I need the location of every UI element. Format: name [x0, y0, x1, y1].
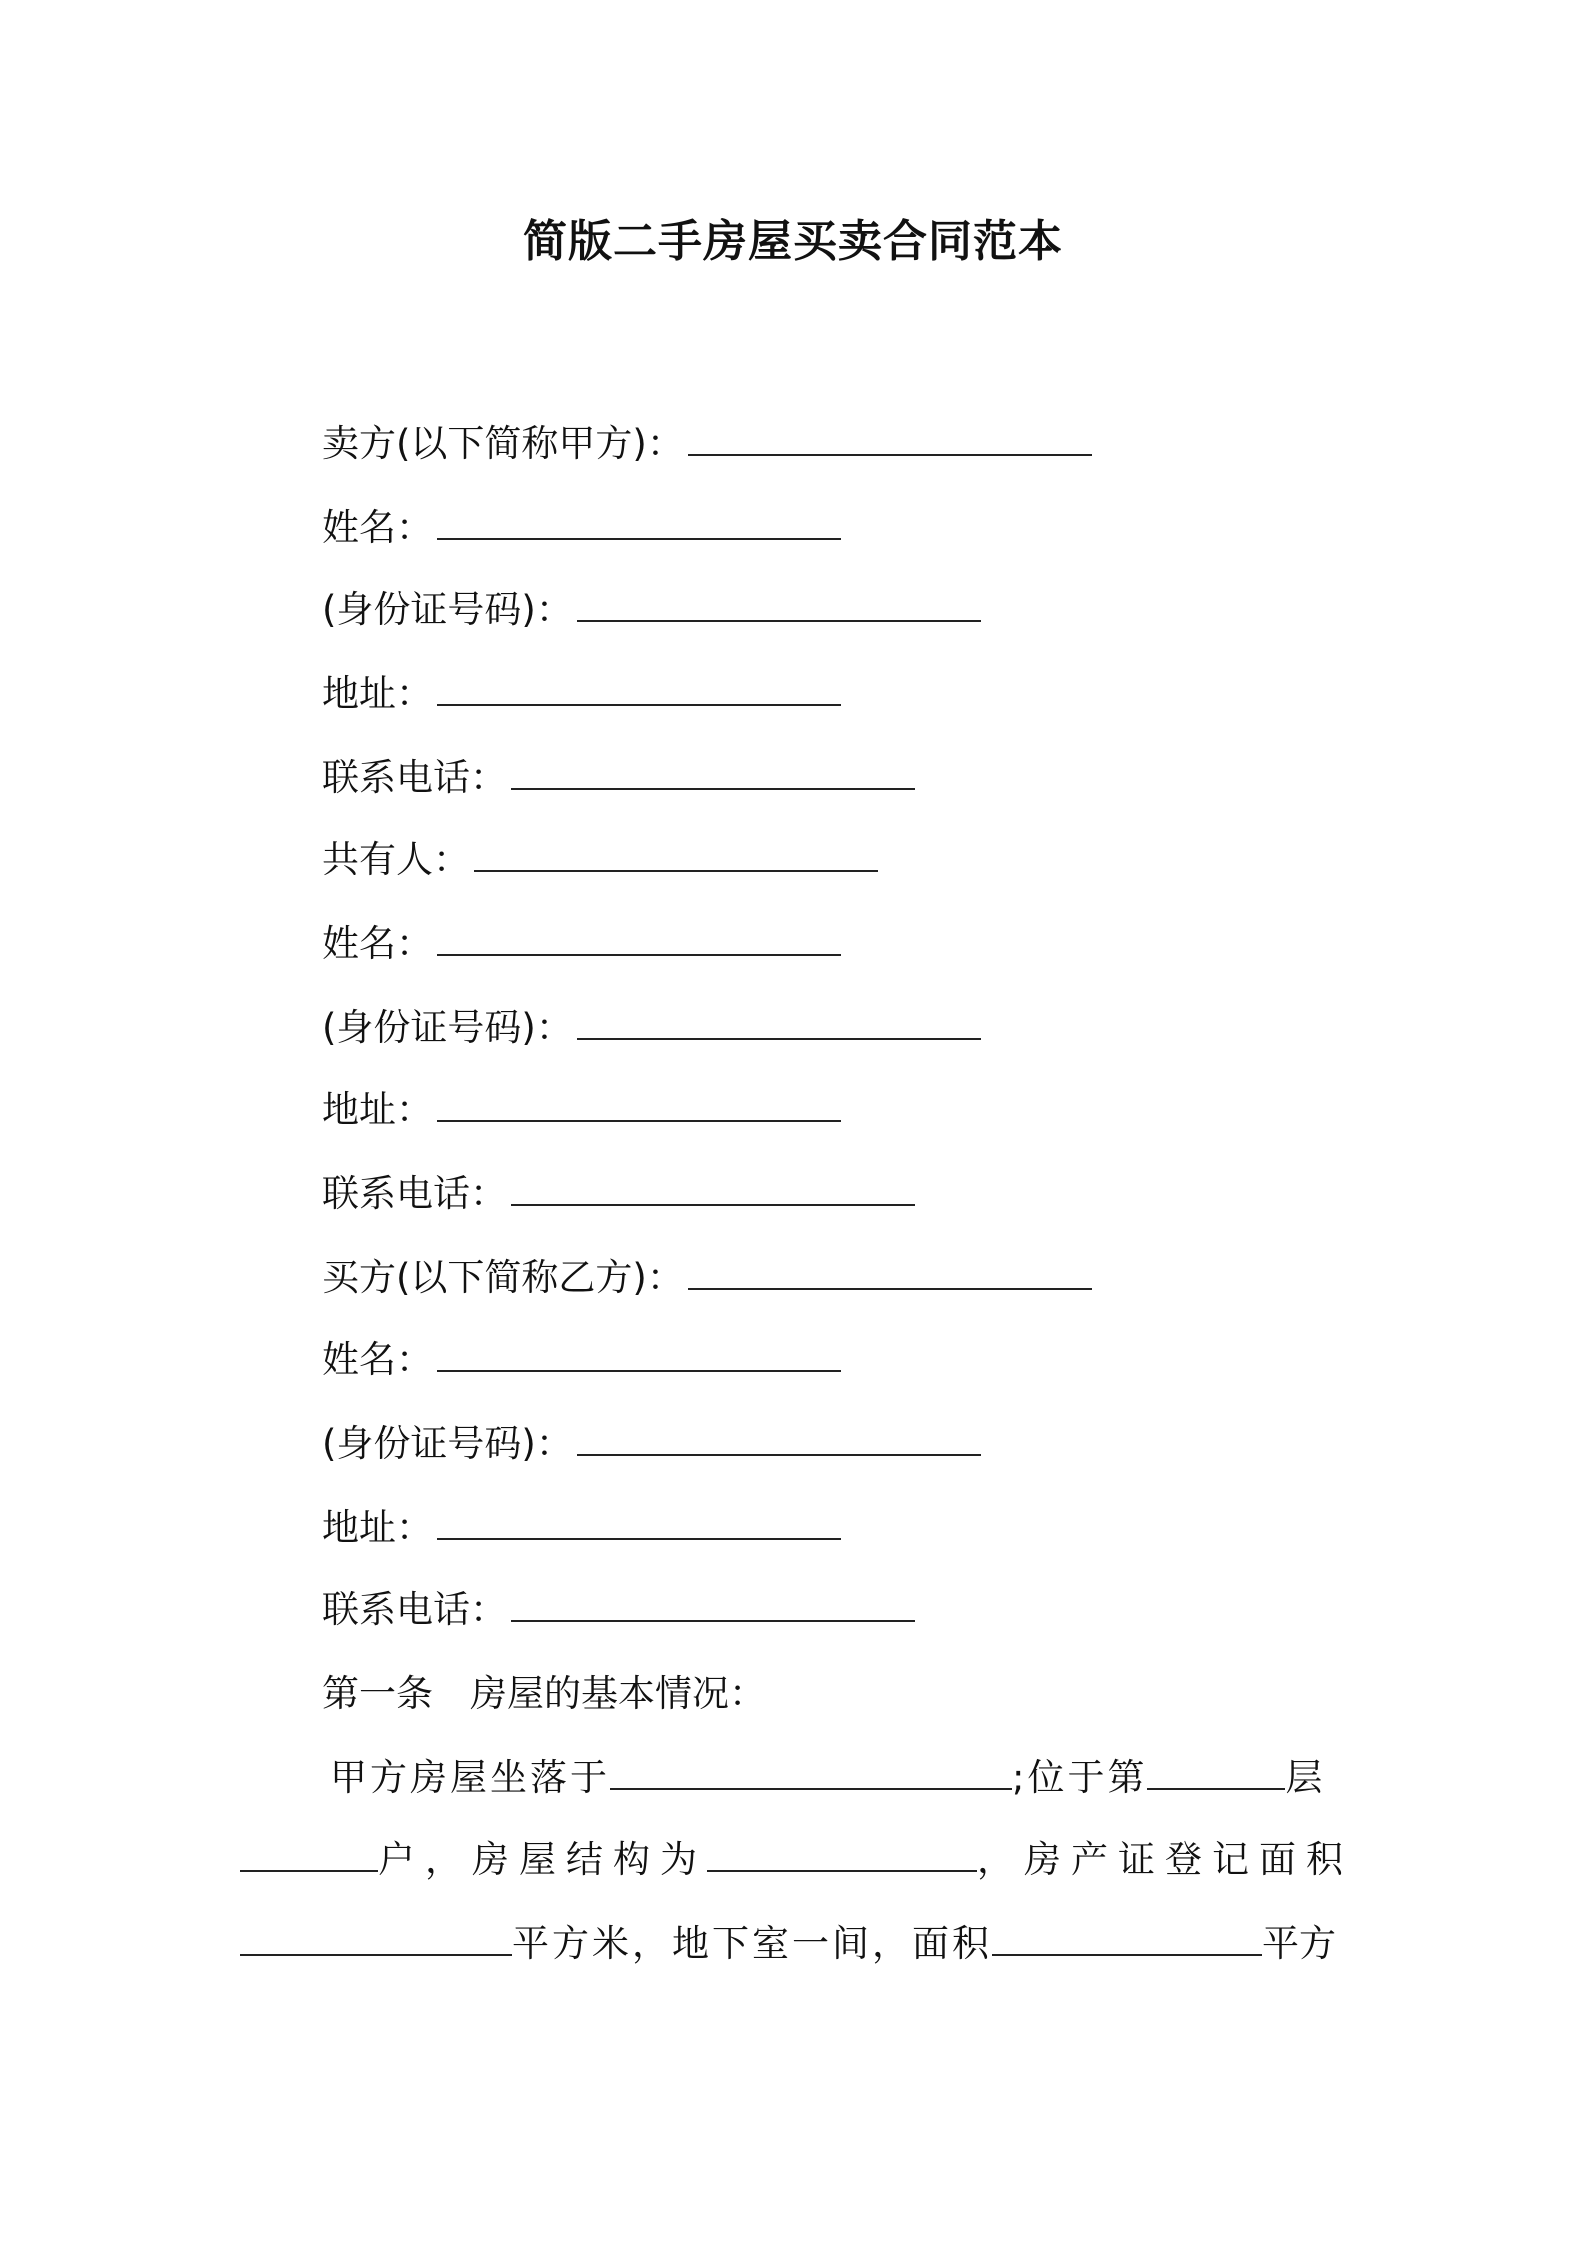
article1-p2-a: 户，房屋结构为 — [378, 1838, 707, 1881]
co-owner-blank[interactable] — [474, 838, 878, 872]
document-title: 简版二手房屋买卖合同范本 — [523, 216, 1063, 267]
article1-p1-c: 层 — [1285, 1756, 1323, 1799]
seller-name-label: 姓名： — [322, 506, 433, 549]
buyer-line — [322, 1252, 1092, 1304]
buyer-phone-label: 联系电话： — [322, 1588, 507, 1631]
article1-p2-b: ，房产证登记面积 — [977, 1838, 1353, 1881]
registered-area-blank[interactable] — [240, 1922, 512, 1956]
buyer-id-line — [322, 1418, 981, 1470]
seller-phone-line — [322, 752, 915, 804]
seller-id-blank[interactable] — [577, 588, 981, 622]
article1-paragraph-line3 — [240, 1918, 1352, 1970]
seller-address-label: 地址： — [322, 672, 433, 715]
article1-p3-b: 平方 — [1262, 1922, 1336, 1965]
buyer-address-line — [322, 1502, 841, 1554]
buyer-name-label: 姓名： — [322, 1338, 433, 1381]
unit-blank[interactable] — [240, 1838, 378, 1872]
co-owner-id-label: (身份证号码)： — [322, 1006, 573, 1049]
buyer-address-label: 地址： — [322, 1506, 433, 1549]
co-owner-phone-label: 联系电话： — [322, 1172, 507, 1215]
article1-paragraph-line2 — [240, 1834, 1352, 1886]
article1-p3-a: 平方米，地下室一间，面积 — [512, 1922, 992, 1965]
buyer-id-blank[interactable] — [577, 1422, 981, 1456]
article1-p1-a: 甲方房屋坐落于 — [330, 1756, 610, 1799]
article1-p1-b: ;位于第 — [1012, 1756, 1148, 1799]
buyer-name-line — [322, 1334, 841, 1386]
buyer-phone-line — [322, 1584, 915, 1636]
co-owner-address-label: 地址： — [322, 1088, 433, 1131]
article1-paragraph-line1 — [240, 1752, 1352, 1804]
seller-id-line — [322, 584, 981, 636]
seller-id-label: (身份证号码)： — [322, 588, 573, 631]
buyer-label: 买方(以下简称乙方)： — [322, 1256, 684, 1299]
co-owner-name-label: 姓名： — [322, 922, 433, 965]
seller-name-line — [322, 502, 841, 554]
co-owner-name-blank[interactable] — [437, 922, 841, 956]
seller-blank[interactable] — [688, 422, 1092, 456]
buyer-phone-blank[interactable] — [511, 1588, 915, 1622]
buyer-blank[interactable] — [688, 1256, 1092, 1290]
co-owner-phone-blank[interactable] — [511, 1172, 915, 1206]
structure-blank[interactable] — [707, 1838, 977, 1872]
co-owner-address-blank[interactable] — [437, 1088, 841, 1122]
seller-label: 卖方(以下简称甲方)： — [322, 422, 684, 465]
basement-area-blank[interactable] — [992, 1922, 1262, 1956]
co-owner-line — [322, 834, 878, 886]
property-location-blank[interactable] — [610, 1756, 1012, 1790]
article1-heading: 第一条 房屋的基本情况： — [322, 1672, 766, 1715]
buyer-id-label: (身份证号码)： — [322, 1422, 573, 1465]
seller-phone-blank[interactable] — [511, 756, 915, 790]
co-owner-id-line — [322, 1002, 981, 1054]
co-owner-phone-line — [322, 1168, 915, 1220]
buyer-name-blank[interactable] — [437, 1338, 841, 1372]
seller-address-blank[interactable] — [437, 672, 841, 706]
seller-phone-label: 联系电话： — [322, 756, 507, 799]
seller-address-line — [322, 668, 841, 720]
co-owner-id-blank[interactable] — [577, 1006, 981, 1040]
co-owner-label: 共有人： — [322, 838, 470, 881]
co-owner-name-line — [322, 918, 841, 970]
floor-blank[interactable] — [1147, 1756, 1285, 1790]
seller-line — [322, 418, 1092, 470]
buyer-address-blank[interactable] — [437, 1506, 841, 1540]
co-owner-address-line — [322, 1084, 841, 1136]
seller-name-blank[interactable] — [437, 506, 841, 540]
